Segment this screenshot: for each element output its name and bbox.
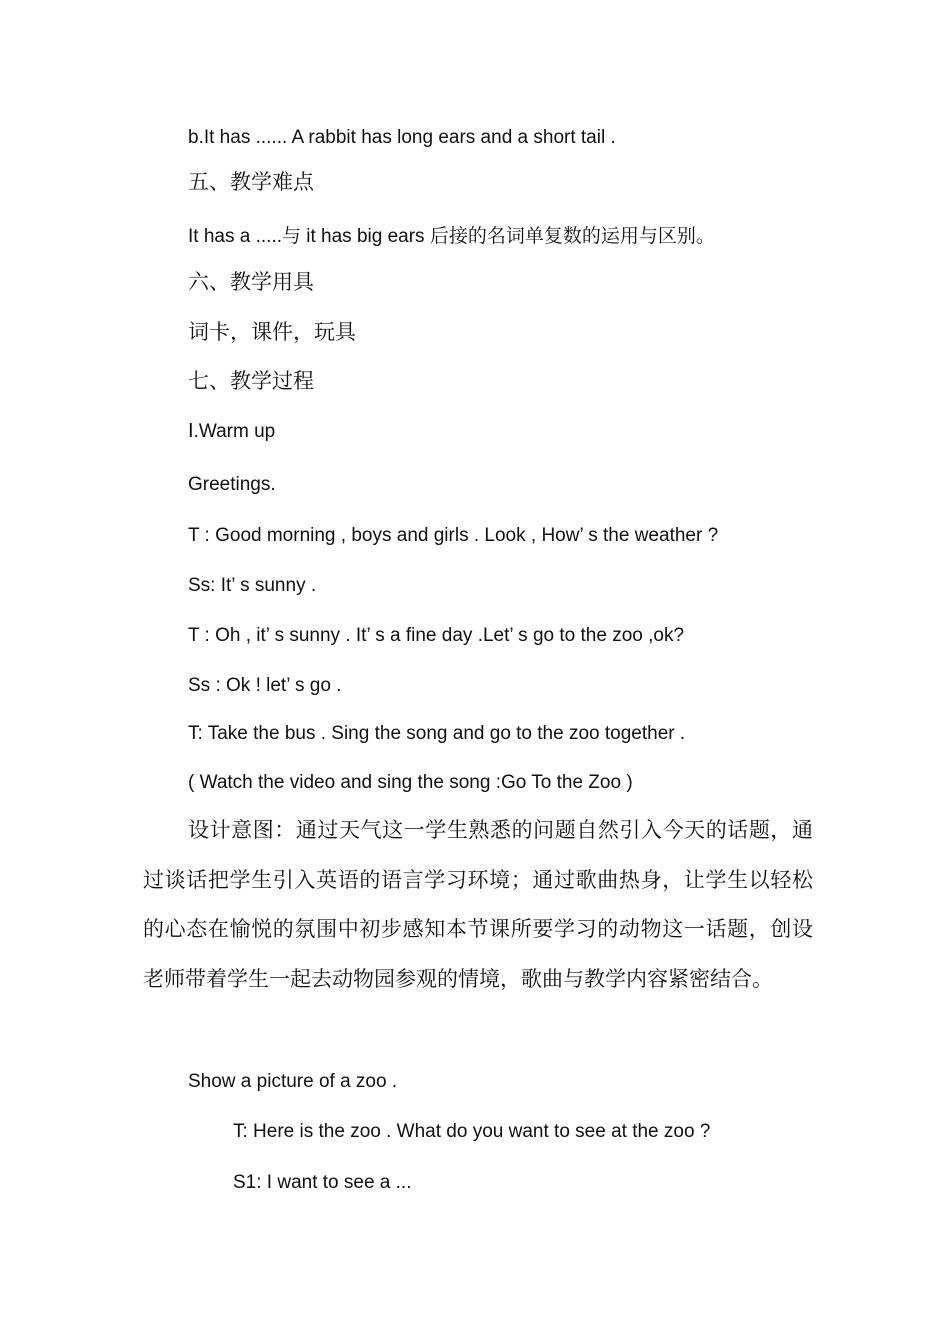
- dialogue-line: T: Take the bus . Sing the song and go to the zoo together .: [188, 723, 686, 744]
- dialogue-line: Ss: It’ s sunny .: [188, 575, 317, 596]
- activity-note: ( Watch the video and sing the song :Go To the Zoo ): [188, 772, 633, 793]
- warm-up-heading: Ⅰ.Warm up: [188, 421, 276, 442]
- greetings-line: Greetings.: [188, 474, 276, 495]
- dialogue-line: S1: I want to see a ...: [233, 1172, 412, 1193]
- section-heading-difficulties: 五、教学难点: [188, 170, 314, 194]
- dialogue-line: Ss : Ok ! let’ s go .: [188, 675, 342, 696]
- dialogue-line: T : Oh , it’ s sunny . It’ s a fine day .Let’ s go to the zoo ,ok?: [188, 625, 685, 646]
- difficulty-line: It has a .....与 it has big ears 后接的名词单复数的运用与区别。: [188, 226, 715, 247]
- objective-b-line: b.It has ...... A rabbit has long ears and a short tail .: [188, 127, 616, 148]
- section-heading-process: 七、教学过程: [188, 369, 314, 393]
- activity-line: Show a picture of a zoo .: [188, 1071, 398, 1092]
- dialogue-line: T: Here is the zoo . What do you want to see at the zoo ?: [233, 1121, 711, 1142]
- design-intent-paragraph: 设计意图：通过天气这一学生熟悉的问题自然引入今天的话题，通过谈话把学生引入英语的语言学习环境；通过歌曲热身，让学生以轻松的心态在愉悦的氛围中初步感知本节课所要学习的动物这一话题，创设老师带着学生一起去动物园参观的情境，歌曲与教学内容紧密结合。: [143, 818, 813, 991]
- dialogue-line: T : Good morning , boys and girls . Look , How’ s the weather ?: [188, 525, 719, 546]
- materials-line: 词卡，课件，玩具: [188, 320, 356, 344]
- section-heading-materials: 六、教学用具: [188, 270, 314, 294]
